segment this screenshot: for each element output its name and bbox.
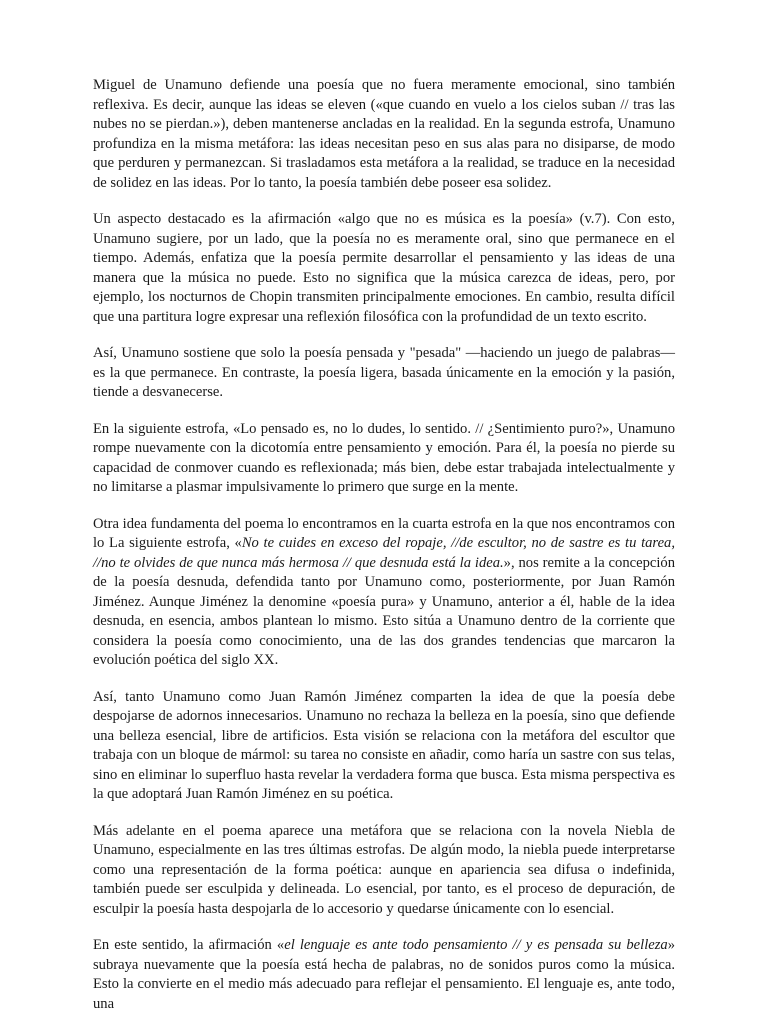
paragraph-2-text: Un aspecto destacado es la afirmación «algo que no es música es la poesía» (v.7). Con esto, Unamuno sugiere, por un lado, que la poesía no es meramente oral, sino que permanece en el tiempo. Además, enfatiza que la poesía permite desarrollar el pensamiento y las ideas de una manera que la música no puede. Esto no significa que la música carezca de ideas, pero, por ejemplo, los nocturnos de Chopin transmiten principalmente emociones. En cambio, resulta difícil que una partitura logre expresar una reflexión filosófica con la profundidad de un texto escrito.	[93, 211, 675, 325]
paragraph-5-text-end: », nos remite a la concepción de la poesía desnuda, defendida tanto por Unamuno como, posteriormente, por Juan Ramón Jiménez. Aunque Jiménez la denomine «poesía pura» y Unamuno, anterior a él, hable de la idea desnuda, en esencia, ambos plantean lo mismo. Esto sitúa a Unamuno dentro de la corriente que considera la poesía como conocimiento, una de las dos grandes tendencias que marcaron la evolución poética del siglo XX.	[93, 554, 675, 668]
paragraph-8-text-end: » subraya nuevamente que la poesía está hecha de palabras, no de sonidos puros como la música. Esto la convierte en el medio más adecuado para reflejar el pensamiento. El lenguaje es, ante todo, una	[93, 937, 676, 1012]
document-page	[93, 76, 675, 1014]
paragraph-6	[93, 688, 675, 805]
poem-quote-italic: No te cuides en exceso del ropaje, //de escultor, no de sastre es tu tarea, //no te olvides de que nunca más hermosa // que desnuda está la idea.	[93, 535, 675, 571]
paragraph-1	[93, 76, 675, 193]
paragraph-5	[93, 515, 675, 671]
paragraph-1-text: Miguel de Unamuno defiende una poesía que no fuera meramente emocional, sino también reflexiva. Es decir, aunque las ideas se eleven («que cuando en vuelo a los cielos suban // tras las nubes no se pierdan.»), deben mantenerse ancladas en la realidad. En la segunda estrofa, Unamuno profundiza en la misma metáfora: las ideas necesitan peso en sus alas para no disiparse, de modo que perduren y permanezcan. Si trasladamos esta metáfora a la realidad, se traduce en la necesidad de solidez en las ideas. Por lo tanto, la poesía también debe poseer esa solidez.	[93, 77, 675, 191]
paragraph-4-text: En la siguiente estrofa, «Lo pensado es, no lo dudes, lo sentido. // ¿Sentimiento puro?», Unamuno rompe nuevamente con la dicotomía entre pensamiento y emoción. Para él, la poesía no pierde su capacidad de conmover cuando es reflexionada; más bien, debe estar trabajada intelectualmente y no limitarse a plasmar impulsivamente lo primero que surge en la mente.	[93, 420, 675, 495]
paragraph-7	[93, 822, 675, 920]
paragraph-5-text-start: Otra idea fundamenta del poema lo encontramos en la cuarta estrofa en la que nos encontramos con lo La siguiente estrofa, «	[93, 515, 675, 551]
paragraph-2	[93, 210, 675, 327]
paragraph-3-text: Así, Unamuno sostiene que solo la poesía pensada y "pesada" —haciendo un juego de palabras— es la que permanece. En contraste, la poesía ligera, basada únicamente en la emoción y la pasión, tiende a desvanecerse.	[93, 345, 675, 400]
paragraph-3	[93, 344, 675, 403]
paragraph-4	[93, 420, 675, 498]
lenguaje-quote-italic: el lenguaje es ante todo pensamiento // y es pensada su belleza	[284, 937, 668, 953]
paragraph-8	[93, 936, 675, 1014]
paragraph-6-text: Así, tanto Unamuno como Juan Ramón Jiménez comparten la idea de que la poesía debe despojarse de adornos innecesarios. Unamuno no rechaza la belleza en la poesía, sino que defiende una belleza esencial, libre de artificios. Esta visión se relaciona con la metáfora del escultor que trabaja con un bloque de mármol: su tarea no consiste en añadir, como haría un sastre con sus telas, sino en eliminar lo superfluo hasta revelar la verdadera forma que busca. Esta misma perspectiva es la que adoptará Juan Ramón Jiménez en su poética.	[93, 688, 675, 802]
paragraph-7-text: Más adelante en el poema aparece una metáfora que se relaciona con la novela Niebla de Unamuno, especialmente en las tres últimas estrofas. De algún modo, la niebla puede interpretarse como una representación de la forma poética: aunque en apariencia sea difusa o indefinida, también puede ser esculpida y delineada. Lo esencial, por tanto, es el proceso de depuración, de esculpir la poesía hasta despojarla de lo accesorio y quedarse únicamente con lo esencial.	[93, 822, 675, 917]
paragraph-8-text-start: En este sentido, la afirmación «	[93, 937, 285, 953]
